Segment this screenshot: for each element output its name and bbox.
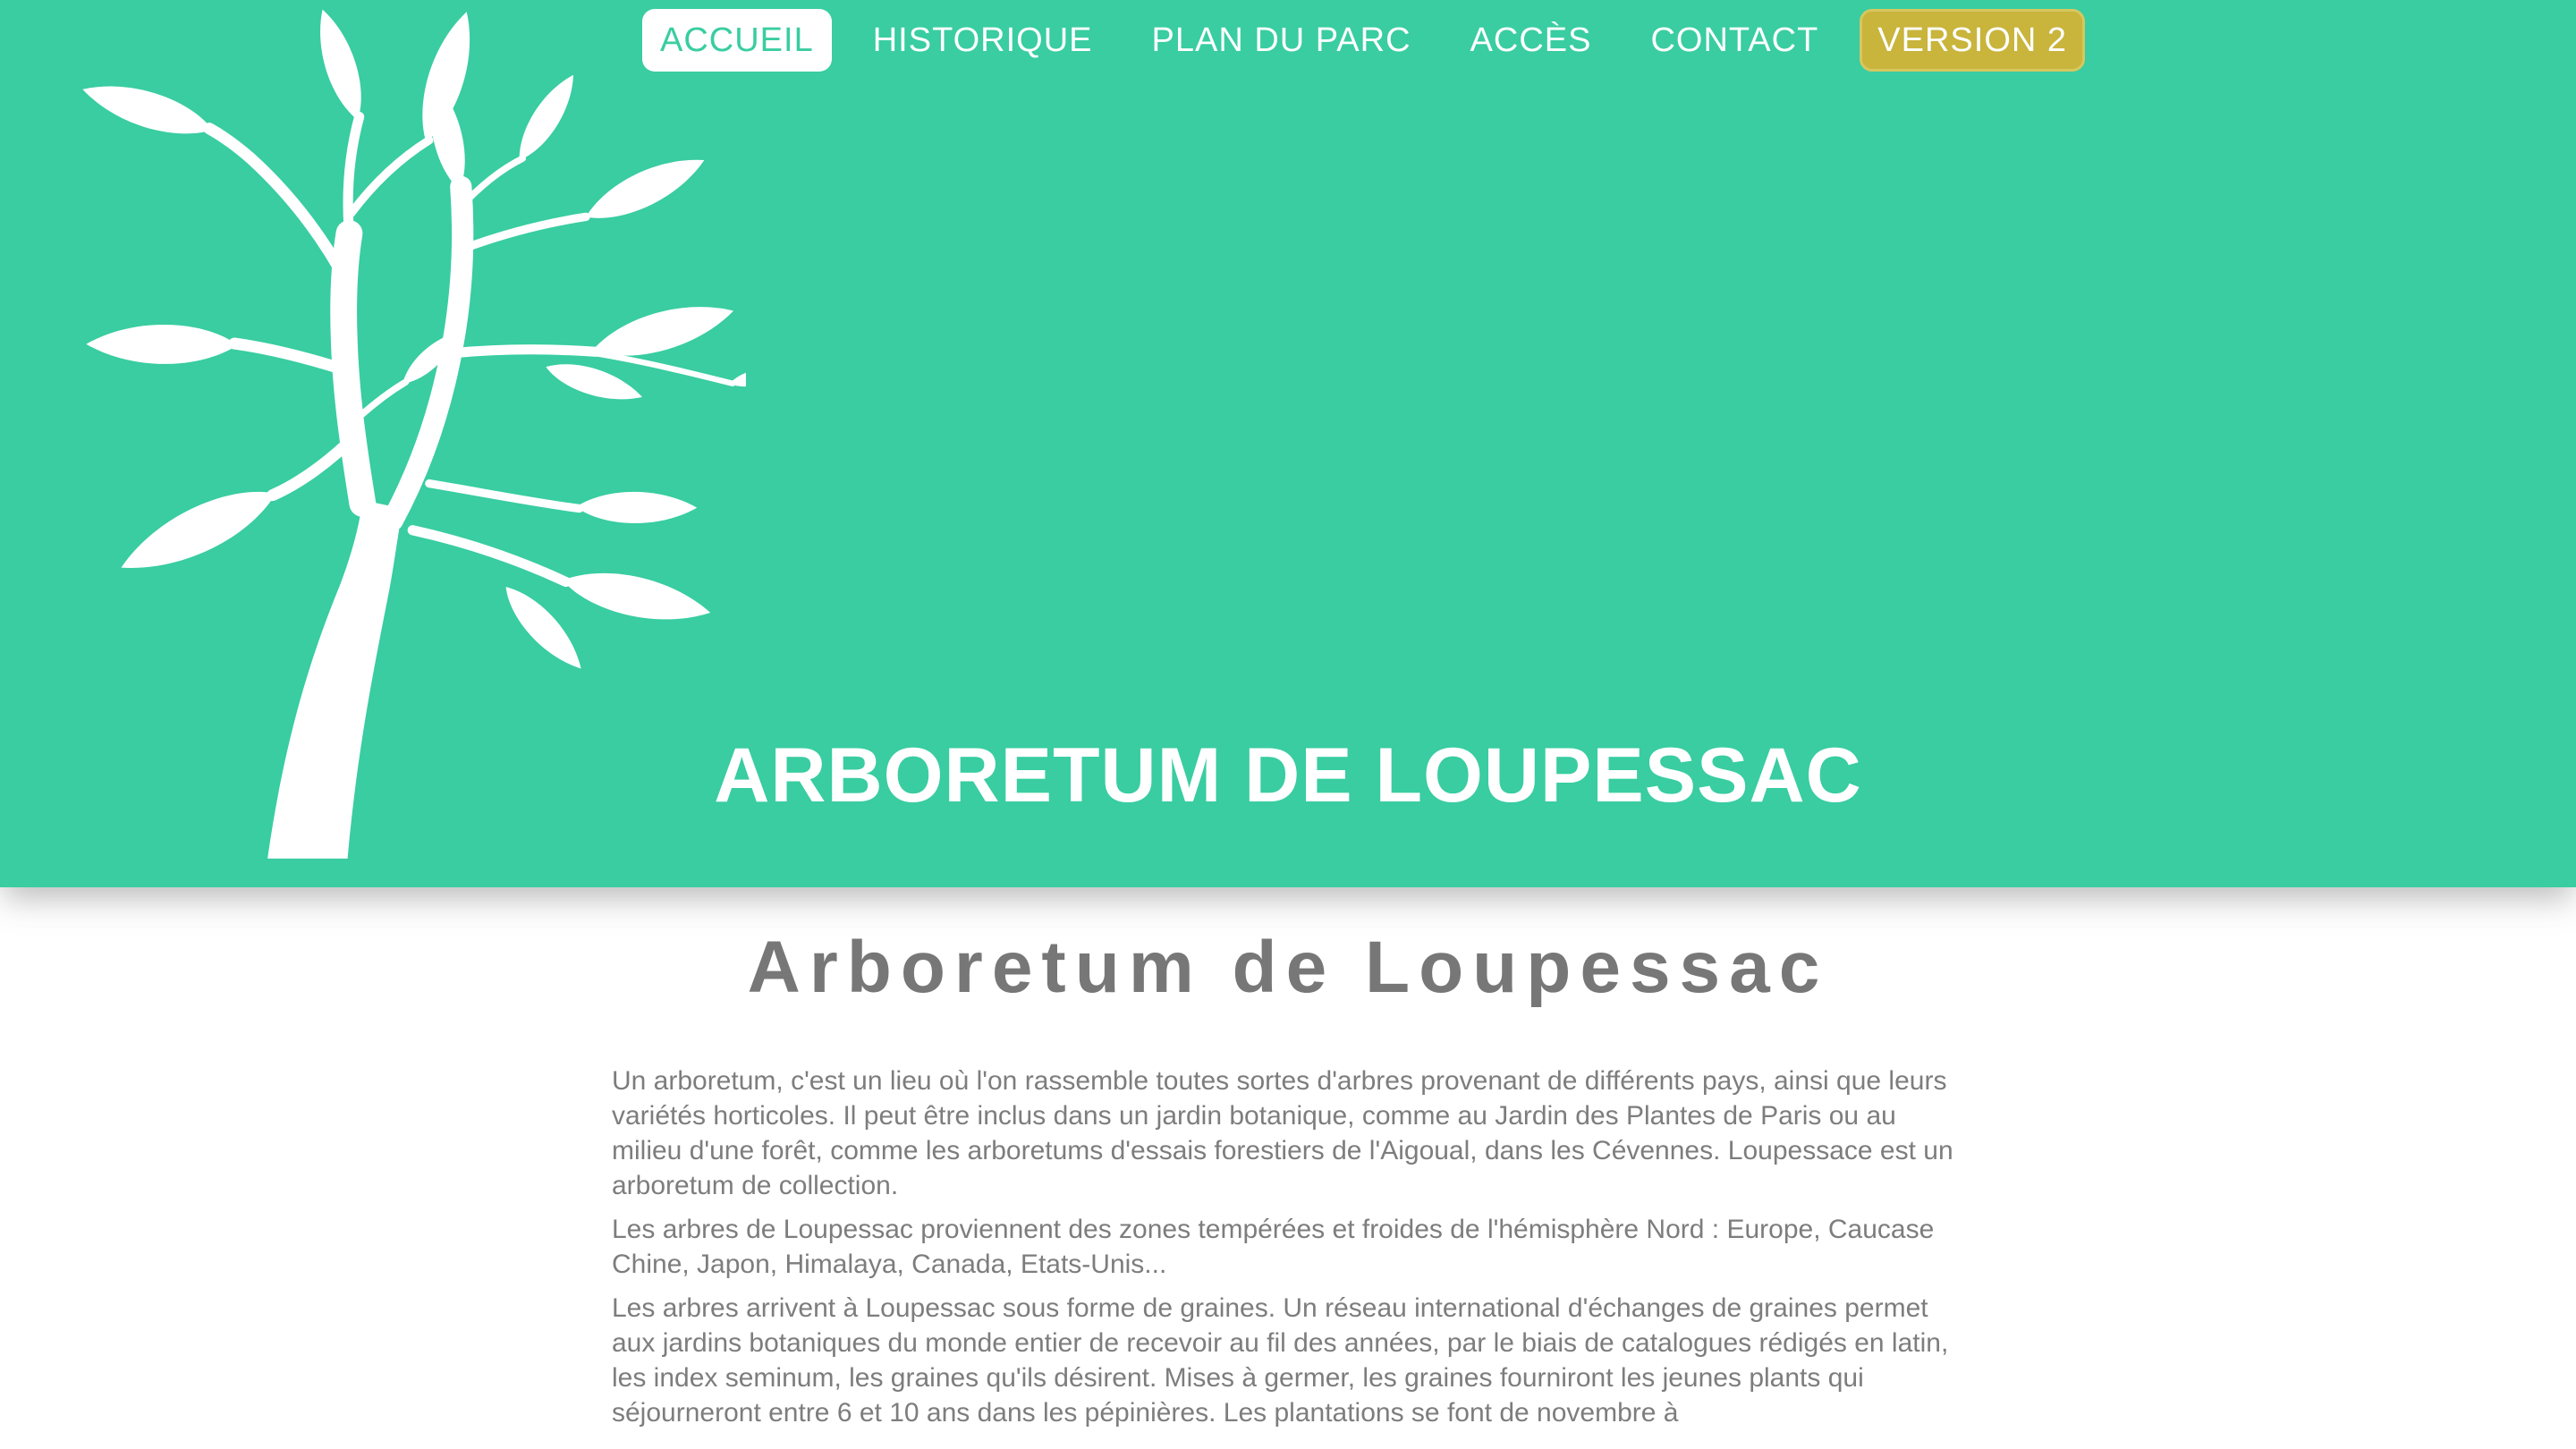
nav-item-contact[interactable]: CONTACT	[1650, 21, 1819, 59]
page-title: Arboretum de Loupessac	[747, 927, 1829, 1008]
main-nav	[642, 9, 2085, 72]
nav-item-historique[interactable]: HISTORIQUE	[872, 21, 1093, 59]
nav-item-acces[interactable]: ACCÈS	[1470, 21, 1592, 59]
nav-item-plan-du-parc[interactable]: PLAN DU PARC	[1151, 21, 1411, 59]
main-content	[612, 926, 1964, 1430]
origins-paragraph: Les arbres de Loupessac proviennent des zones tempérées et froides de l'hémisphère Nord : Europe, Caucase Chine, Japon, Himalaya, Canada, Etats-Unis...	[612, 1215, 1935, 1279]
banner-title: ARBORETUM DE LOUPESSAC	[714, 733, 1862, 818]
nav-item-version-2[interactable]: VERSION 2	[1860, 9, 2085, 72]
seeds-paragraph: Les arbres arrivent à Loupessac sous forme de graines. Un réseau international d'échanges de graines permet aux jardins botaniques du monde entier de recevoir au fil des années, par le biais de catalogues rédigés en latin, les index seminum, les graines qu'ils désirent. Mises à germer, les graines fourniront les jeunes plants qui séjourneront entre 6 et 10 ans dans les pépinières. Les plantations se font de novembre à	[612, 1293, 1949, 1428]
intro-paragraph: Un arboretum, c'est un lieu où l'on rassemble toutes sortes d'arbres provenant de différents pays, ainsi que leurs variétés horticoles. Il peut être inclus dans un jardin botanique, comme au Jardin des Plantes de Paris ou au milieu d'une forêt, comme les arboretums d'essais forestiers de l'Aigoual, dans les Cévennes. Loupessace est un arboretum de collection.	[612, 1066, 1953, 1200]
tree-logo-icon	[13, 0, 746, 859]
nav-item-accueil[interactable]: ACCUEIL	[642, 9, 832, 72]
